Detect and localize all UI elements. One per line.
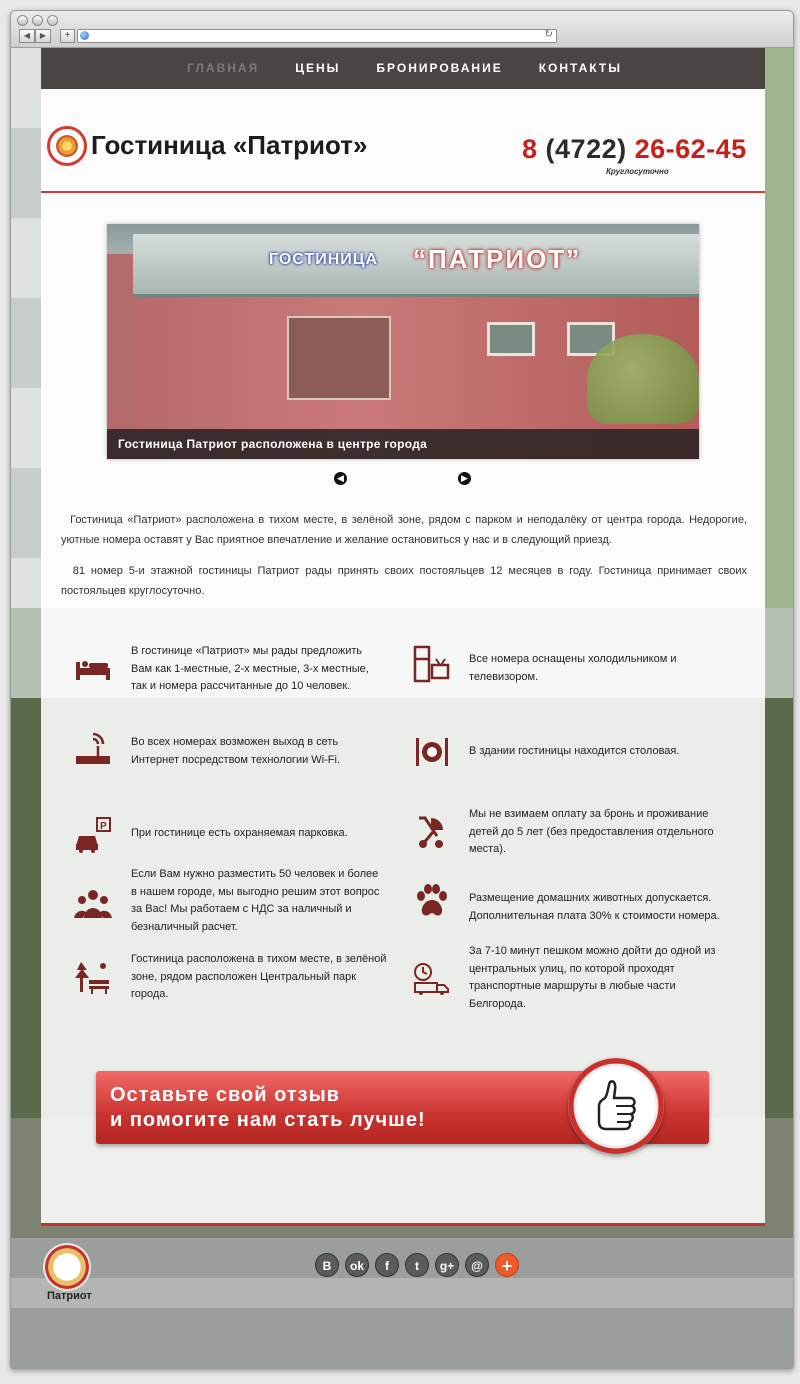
logo-emblem-icon <box>56 135 78 157</box>
footer-logo-name: Патриот <box>47 1290 92 1302</box>
chevron-left-icon: ◀ <box>337 473 344 483</box>
zoom-window-icon[interactable] <box>47 15 58 26</box>
stroller-icon <box>411 812 451 852</box>
reload-icon[interactable]: ↻ <box>544 29 553 40</box>
review-banner-text <box>110 1083 426 1133</box>
paw-icon <box>411 882 451 922</box>
slider-next-button[interactable] <box>458 472 471 485</box>
phone-code: 8 <box>522 134 538 164</box>
intro-paragraph <box>61 510 747 550</box>
slide-caption: Гостиница Патриот расположена в центре города <box>107 429 699 459</box>
facebook-icon[interactable]: f <box>375 1253 399 1277</box>
nav-item-booking[interactable]: БРОНИРОВАНИЕ <box>376 61 503 75</box>
twitter-icon[interactable]: t <box>405 1253 429 1277</box>
feature-text: За 7-10 минут пешком можно дойти до одной из центральных улиц, по которой проходят транспортные маршруты в любые части Белгорода. <box>469 945 716 1010</box>
nav-item-prices[interactable]: ЦЕНЫ <box>295 61 341 75</box>
close-window-icon[interactable] <box>17 15 28 26</box>
new-tab-button[interactable]: + <box>60 29 75 43</box>
page-viewport[interactable] <box>11 48 793 1368</box>
dining-icon <box>411 732 451 772</box>
bed-icon <box>73 646 113 686</box>
image-slider[interactable] <box>107 224 699 459</box>
phone-number[interactable] <box>522 134 747 165</box>
hotel-logo[interactable] <box>47 126 87 166</box>
slide-sign-patriot: “ПАТРИОТ” <box>413 244 582 274</box>
feature-text: При гостинице есть охраняемая парковка. <box>131 827 348 839</box>
google-plus-icon[interactable]: g+ <box>435 1253 459 1277</box>
thumbs-up-icon <box>592 1078 640 1134</box>
vk-icon[interactable]: В <box>315 1253 339 1277</box>
history-buttons <box>19 29 51 43</box>
park-bench-icon <box>73 958 113 998</box>
site-title[interactable]: Гостиница «Патриот» <box>91 130 368 160</box>
share-more-icon[interactable]: + <box>495 1253 519 1277</box>
email-icon[interactable]: @ <box>465 1253 489 1277</box>
address-bar[interactable] <box>77 29 557 43</box>
header-divider <box>41 191 765 193</box>
back-button[interactable]: ◀ <box>19 29 35 43</box>
feature-text: Во всех номерах возможен выход в сеть Интернет посредством технологии Wi-Fi. <box>131 736 340 766</box>
slide-tree <box>587 334 699 424</box>
review-line-1: Оставьте свой отзыв <box>110 1084 340 1106</box>
minimize-window-icon[interactable] <box>32 15 43 26</box>
feature-text: Гостиница расположена в тихом месте, в зелёной зоне, рядом расположен Центральный парк города. <box>131 953 387 1000</box>
wifi-router-icon <box>73 728 113 768</box>
feature-text: Если Вам нужно разместить 50 человек и более в нашем городе, мы выгодно решим этот вопрос за Вас! Мы работаем с НДС за наличный и безналичный расчет. <box>131 868 380 933</box>
forward-button[interactable]: ▶ <box>35 29 51 43</box>
working-hours: Круглосуточно <box>606 167 669 176</box>
odnoklassniki-icon[interactable]: ok <box>345 1253 369 1277</box>
browser-toolbar <box>11 11 793 48</box>
feature-text: Мы не взимаем оплату за бронь и проживание детей до 5 лет (без предоставления отдельного места). <box>469 808 714 855</box>
fridge-tv-icon <box>411 645 451 685</box>
slide-sign-hotel: ГОСТИНИЦА <box>269 251 379 268</box>
footer-divider <box>41 1223 765 1226</box>
review-line-2: и помогите нам стать лучше! <box>110 1109 426 1131</box>
window-controls <box>17 15 58 26</box>
feature-text: Все номера оснащены холодильником и телевизором. <box>469 653 677 683</box>
slide-window <box>487 322 535 356</box>
clock-truck-icon <box>411 958 451 998</box>
feature-text: В здании гостиницы находится столовая. <box>469 745 680 757</box>
main-navigation <box>41 48 765 89</box>
globe-icon <box>80 31 89 40</box>
feature-text: В гостинице «Патриот» мы рады предложить Вам как 1-местные, 2-х местные, 3-х местные, так и номера рассчитанные до 10 человек. <box>131 645 369 692</box>
chevron-right-icon: ▶ <box>461 473 468 483</box>
slider-prev-button[interactable] <box>334 472 347 485</box>
slide-entrance <box>287 316 391 400</box>
social-links <box>315 1253 519 1277</box>
svg-text:P: P <box>100 821 107 832</box>
intro-paragraph-text: 81 номер 5-и этажной гостиницы Патриот рады принять своих постояльцев 12 месяцев в году. Гостиница принимает своих постояльцев круглосуточно. <box>61 565 747 597</box>
nav-item-contacts[interactable]: КОНТАКТЫ <box>538 61 622 75</box>
intro-paragraph <box>61 561 747 601</box>
group-icon <box>73 884 113 924</box>
nav-item-home[interactable]: ГЛАВНАЯ <box>187 61 260 75</box>
feature-text: Размещение домашних животных допускается. Дополнительная плата 30% к стоимости номера. <box>469 892 720 922</box>
intro-paragraph-text: Гостиница «Патриот» расположена в тихом месте, в зелёной зоне, рядом с парком и неподалёку от центра города. Недорогие, уютные номера оставят у Вас приятное впечатление и желание остановиться у нас и в следующий приезд. <box>61 514 747 546</box>
parking-icon <box>73 816 113 856</box>
footer-logo[interactable] <box>43 1243 91 1291</box>
phone-digits: 26-62-45 <box>634 134 747 164</box>
phone-area-code: (4722) <box>545 134 627 164</box>
browser-window <box>10 10 794 1369</box>
